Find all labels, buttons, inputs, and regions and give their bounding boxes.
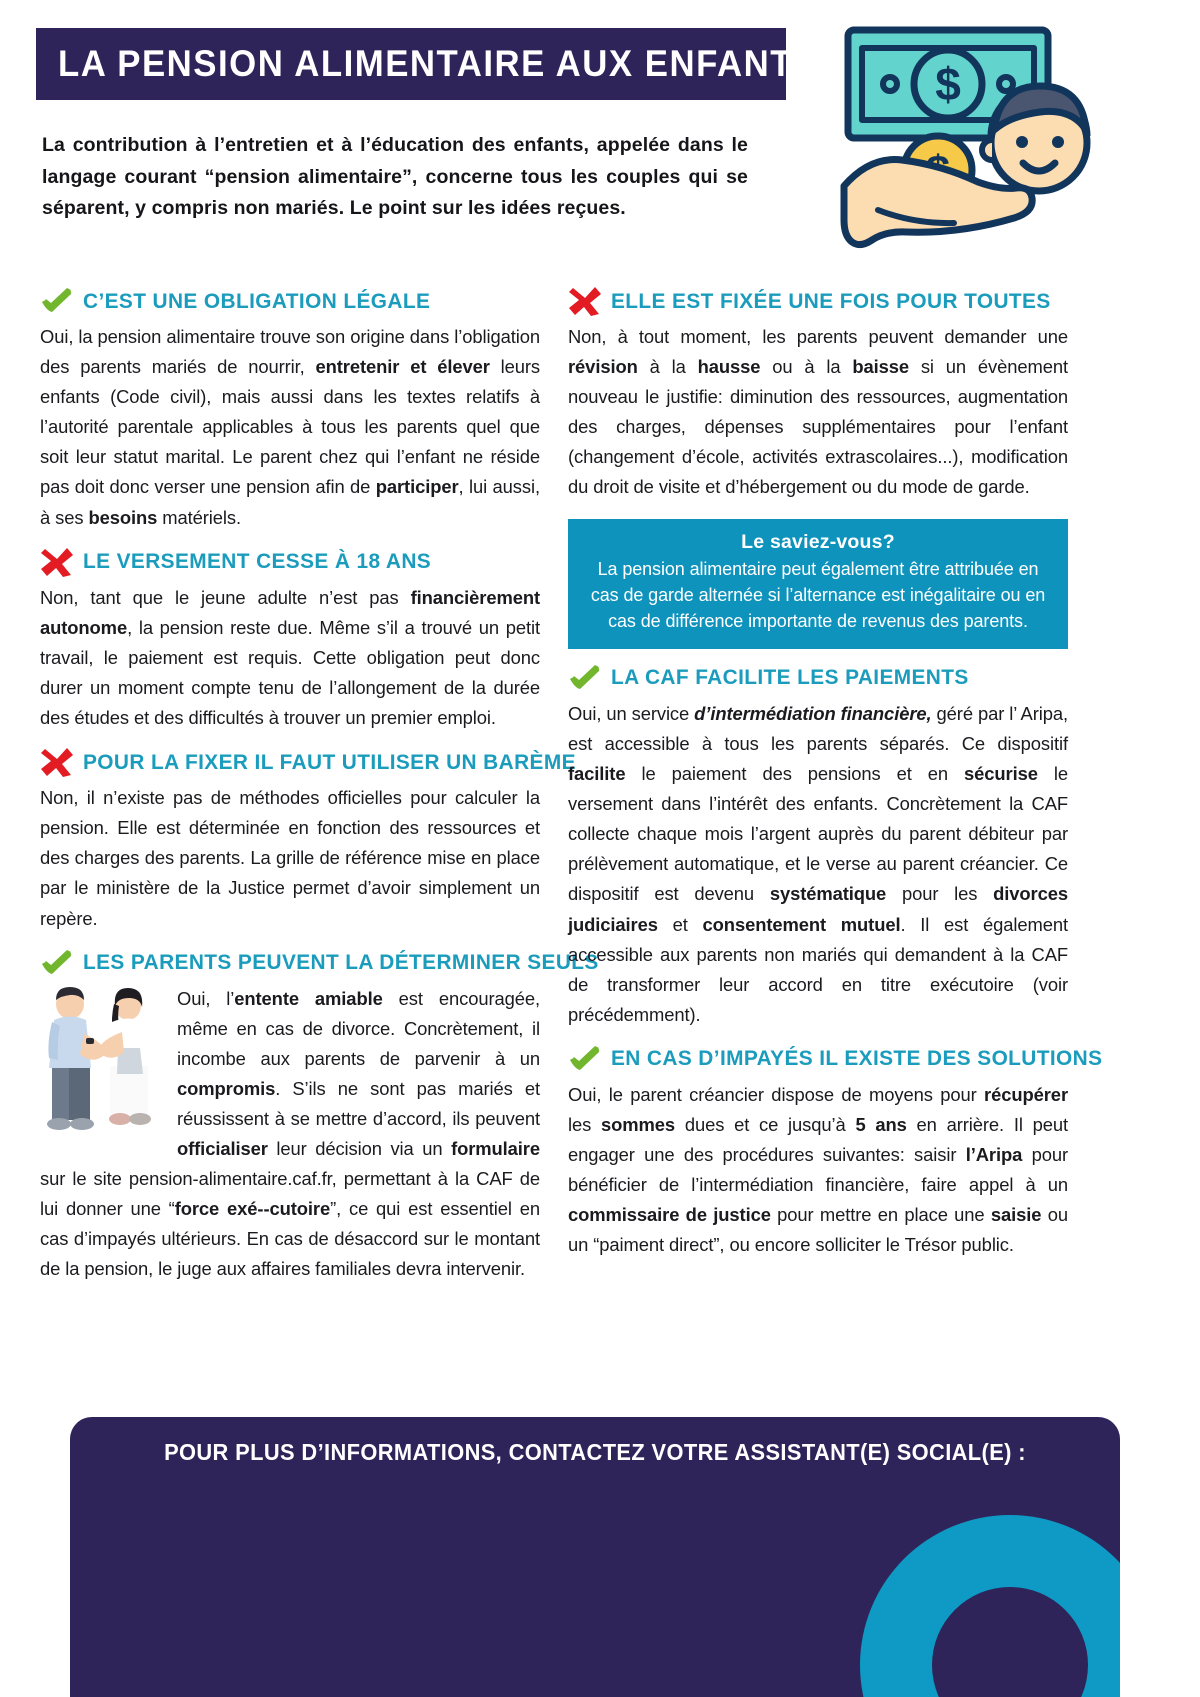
section-heading-label: EN CAS D’IMPAYÉS IL EXISTE DES SOLUTIONS [611, 1046, 1103, 1071]
section-heading [568, 1044, 1103, 1074]
section-body-text: Oui, un service d’intermédiation financière, géré par l’ Aripa, est accessible à tous les parents séparés. Ce dispositif facilite le paiement des pensions et en sécurise le versement dans l’intérêt des enfants. Concrètement la CAF collecte chaque mois l’argent auprès du parent débiteur par prélèvement automatique, et le verse au parent créancier. Ce dispositif est devenu systématique pour les divorces judiciaires et consentement mutuel. Il est également accessible aux parents non mariés qui demandent à la CAF de transformer leur accord en titre exécutoire (voir précédemment). [568, 702, 1068, 1025]
svg-text:$: $ [935, 58, 961, 110]
check-icon [40, 286, 74, 316]
section-heading [568, 663, 1068, 693]
section-right-1 [568, 663, 1068, 1030]
footer-contact-banner [70, 1417, 1120, 1697]
title-banner [36, 28, 818, 100]
page-title: LA PENSION ALIMENTAIRE AUX ENFANTS [58, 43, 818, 84]
section-heading-label: LA CAF FACILITE LES PAIEMENTS [611, 665, 969, 690]
section-heading-label: C’EST UNE OBLIGATION LÉGALE [83, 288, 431, 313]
section-heading [40, 747, 576, 777]
section-heading [40, 547, 540, 577]
section-left-1 [40, 547, 540, 733]
cross-icon [40, 747, 74, 777]
section-heading-label: LE VERSEMENT CESSE À 18 ANS [83, 549, 432, 574]
right-column [568, 272, 1103, 1263]
section-right-0 [568, 286, 1068, 503]
check-icon [568, 663, 602, 693]
section-heading-label: POUR LA FIXER IL FAUT UTILISER UN BARÈME [83, 749, 576, 774]
cross-icon [40, 547, 74, 577]
section-heading [568, 286, 1068, 316]
section-heading-label: ELLE EST FIXÉE UNE FOIS POUR TOUTES [611, 288, 1051, 313]
intro-paragraph: La contribution à l’entretien et à l’éducation des enfants, appelée dans le langage courant “pension alimentaire”, concerne tous les couples qui se séparent, y compris non mariés. Le point sur les idées reçues. [42, 134, 748, 220]
handshake-couple-illustration [40, 986, 165, 1136]
section-body-text: Non, tant que le jeune adulte n’est pas financièrement autonome, la pension reste due. Même s’il a trouvé un petit travail, le paiement est requis. Cette obligation peut donc durer un moment compte tenu de l’allongement de la durée des études et des difficultés à trouver un premier emploi. [40, 586, 540, 729]
did-you-know-text: La pension alimentaire peut également être attribuée en cas de garde alternée si l’alternance est inégalitaire ou en cas de différence importante de revenus des parents. [590, 558, 1046, 632]
section-right-2 [568, 1044, 1103, 1261]
section-left-0 [40, 286, 540, 533]
left-column [40, 272, 599, 1287]
section-heading [40, 286, 540, 316]
section-heading-label: LES PARENTS PEUVENT LA DÉTERMINER SEULS [83, 950, 599, 975]
section-body-text: Oui, l’entente amiable est encouragée, même en cas de divorce. Concrètement, il incombe aux parents de parvenir à un compromis. S’ils ne sont pas mariés et réussissent à se mettre d’accord, ils peuvent officialiser leur décision via un formulaire sur le site pension-alimentaire.caf.fr, permettant à la CAF de lui donner une “force exé--cutoire”, ce qui est essentiel en cas d’impayés ultérieurs. En cas de désaccord sur le montant de la pension, le juge aux affaires familiales devra intervenir. [40, 987, 541, 1280]
section-body-text: Non, à tout moment, les parents peuvent demander une révision à la hausse ou à la baisse si un évènement nouveau le justifie: diminution des ressources, augmentation des charges, dépenses supplémentaires pour l’enfant (changement d’école, activités extrascolaires...), modification du droit de visite et d’hébergement ou du mode de garde. [568, 326, 1068, 498]
section-body-text: Non, il n’existe pas de méthodes officielles pour calculer la pension. Elle est déterminée en fonction des ressources et des charges des parents. La grille de référence mise en place par le ministère de la Justice permet d’avoir simplement un repère. [40, 787, 540, 929]
did-you-know-box [568, 519, 1068, 649]
check-icon [40, 948, 74, 978]
page-header [0, 0, 1200, 260]
footer-text: POUR PLUS D’INFORMATIONS, CONTACTEZ VOTRE ASSISTANT(E) SOCIAL(E) : [164, 1439, 1026, 1465]
section-left-2 [40, 747, 576, 933]
hand-holding-coin-banknote-child-illustration [834, 18, 1104, 258]
section-heading [40, 948, 599, 978]
section-body-text: Oui, le parent créancier dispose de moyens pour récupérer les sommes dues et ce jusqu’à 5 ans en arrière. Il peut engager une des procédures suivantes: saisir l’Aripa pour bénéficier de l’intermédiation financière, faire appel à un commissaire de justice pour mettre en place une saisie ou un “paiment direct”, ou encore solliciter le Trésor public. [568, 1083, 1069, 1256]
did-you-know-title: Le saviez-vous? [741, 530, 895, 553]
cross-icon [568, 286, 602, 316]
content-columns [0, 272, 1200, 1402]
check-icon [568, 1044, 602, 1074]
section-body-text: Oui, la pension alimentaire trouve son origine dans l’obligation des parents mariés de nourrir, entretenir et élever leurs enfants (Code civil), mais aussi dans les textes relatifs à l’autorité parentale applicables à tous les parents quel que soit leur statut marital. Le parent chez qui l’enfant ne réside pas doit donc verser une pension afin de participer, lui aussi, à ses besoins matériels. [40, 326, 540, 528]
section-left-3 [40, 948, 599, 1285]
